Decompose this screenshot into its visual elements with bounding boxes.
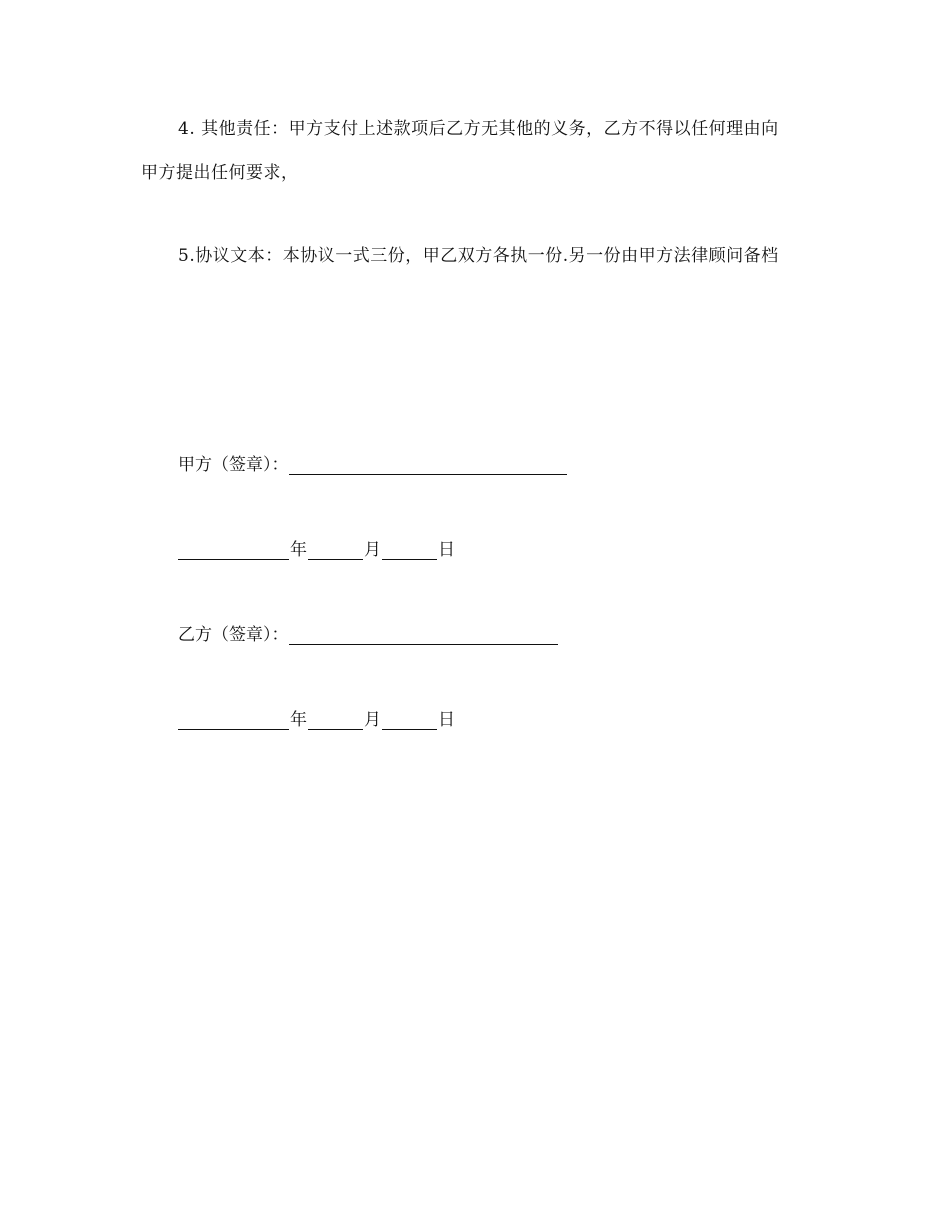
day-label: 日 — [438, 710, 455, 730]
party-b-label: 乙方（签章）： — [178, 625, 289, 645]
party-a-label: 甲方（签章）： — [178, 455, 289, 475]
clause-4-line-2: 甲方提出任何要求， — [141, 163, 299, 183]
party-a-date-row — [178, 535, 456, 560]
month-label: 月 — [364, 710, 381, 730]
year-label: 年 — [290, 540, 307, 560]
party-b-day-field[interactable] — [382, 711, 437, 730]
party-b-year-field[interactable] — [178, 711, 289, 730]
party-a-signature-row — [178, 450, 567, 475]
party-a-month-field[interactable] — [308, 541, 363, 560]
day-label: 日 — [438, 540, 455, 560]
party-a-day-field[interactable] — [382, 541, 437, 560]
month-label: 月 — [364, 540, 381, 560]
clause-4-line-1: 4. 其他责任：甲方支付上述款项后乙方无其他的义务，乙方不得以任何理由向 — [178, 119, 779, 139]
party-a-signature-field[interactable] — [289, 456, 567, 475]
party-b-date-row — [178, 705, 456, 730]
party-b-month-field[interactable] — [308, 711, 363, 730]
clause-5-line-1: 5.协议文本：本协议一式三份，甲乙双方各执一份.另一份由甲方法律顾问备档 — [178, 246, 779, 266]
party-b-signature-row — [178, 620, 558, 645]
party-a-year-field[interactable] — [178, 541, 289, 560]
party-b-signature-field[interactable] — [289, 626, 558, 645]
year-label: 年 — [290, 710, 307, 730]
